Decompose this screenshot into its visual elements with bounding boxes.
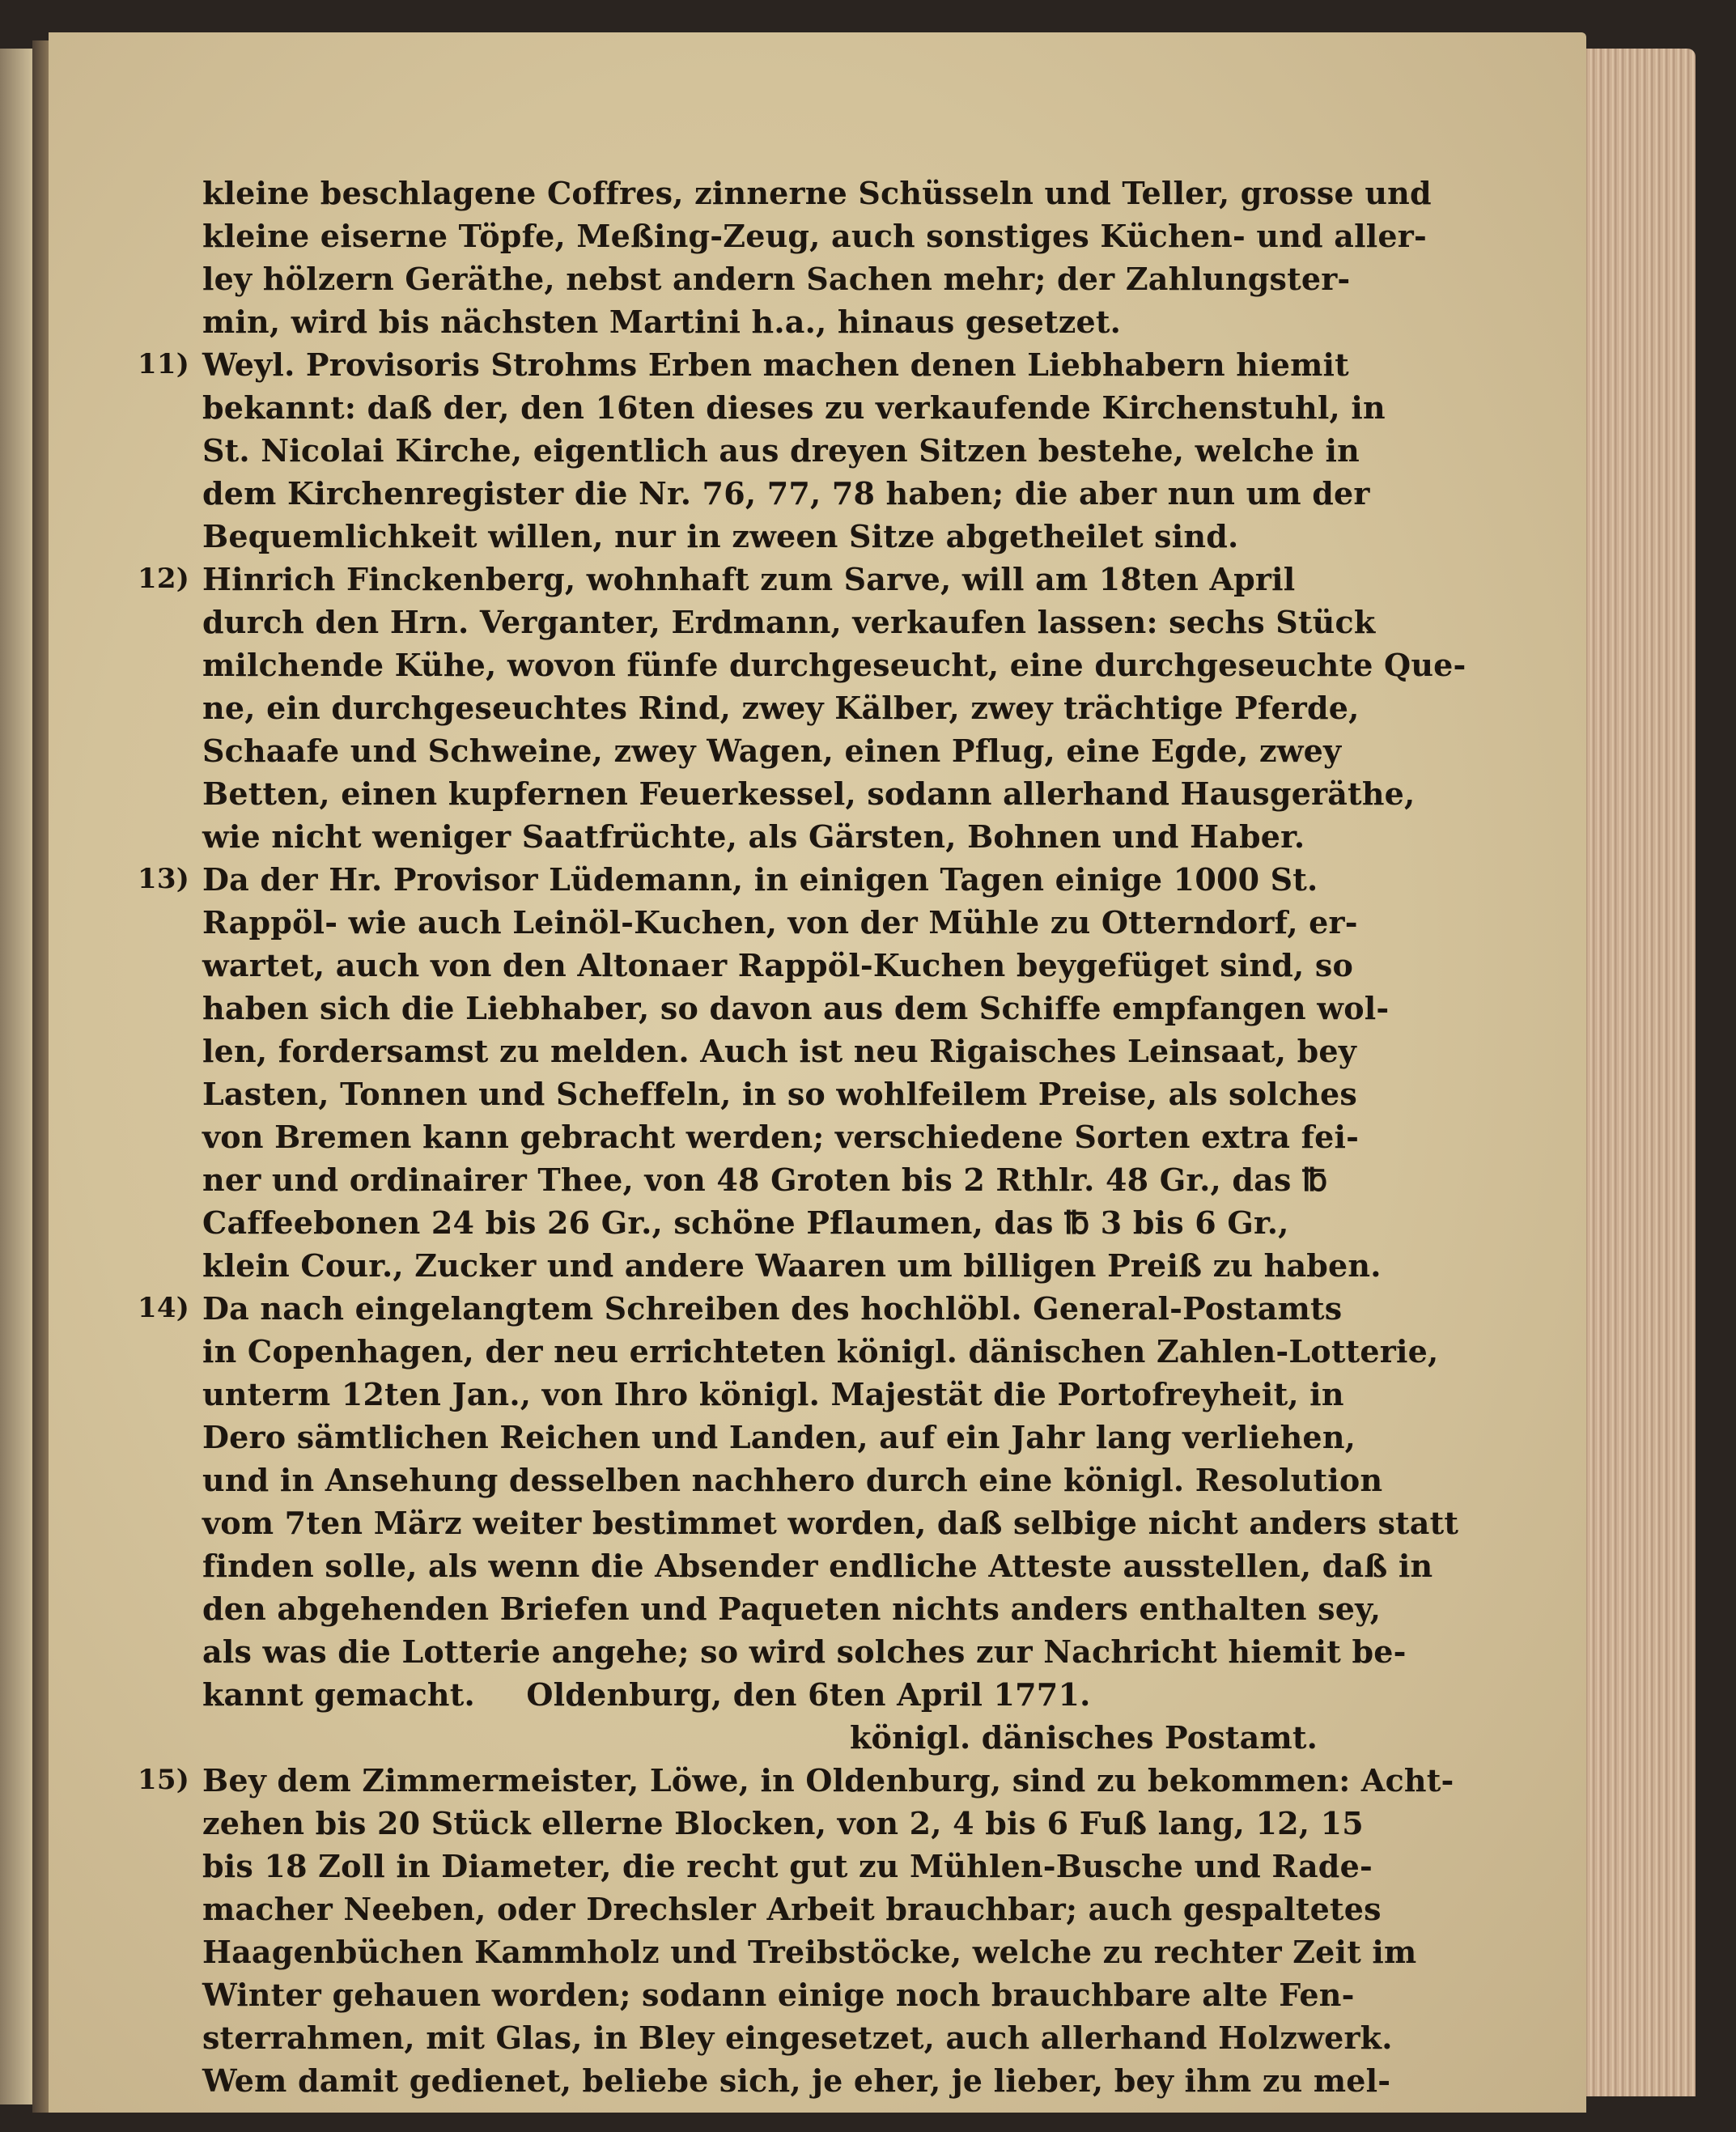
text-line: sterrahmen, mit Glas, in Bley eingesetzet, auch allerhand Holzwerk.	[202, 2019, 1393, 2056]
text-line: zehen bis 20 Stück ellerne Blocken, von 2, 4 bis 6 Fuß lang, 12, 15	[202, 1805, 1364, 1841]
entry-number: 12)	[138, 563, 190, 595]
text-line: ley hölzern Geräthe, nebst andern Sachen mehr; der Zahlungster-	[202, 261, 1351, 297]
text-line-content: Weyl. Provisoris Strohms Erben machen denen Liebhabern hiemit	[202, 346, 1349, 383]
text-line: Lasten, Tonnen und Scheffeln, in so wohlfeilem Preise, als solches	[202, 1076, 1357, 1112]
text-line-content: Da nach eingelangtem Schreiben des hochlöbl. General-Postamts	[202, 1290, 1343, 1327]
entry-continuation	[202, 172, 1432, 343]
entry-number: 13)	[138, 863, 190, 895]
text-line: bis 18 Zoll in Diameter, die recht gut zu Mühlen-Busche und Rade-	[202, 1848, 1373, 1884]
text-line: den abgehenden Briefen und Paqueten nichts anders enthalten sey,	[202, 1591, 1382, 1627]
text-line-content: Bey dem Zimmermeister, Löwe, in Oldenburg, sind zu bekommen: Acht-	[202, 1762, 1454, 1799]
text-line: unterm 12ten Jan., von Ihro königl. Majestät die Portofreyheit, in	[202, 1376, 1344, 1412]
entry-11	[138, 343, 1386, 558]
entry-number: 14)	[138, 1292, 190, 1324]
text-line: Dero sämtlichen Reichen und Landen, auf ein Jahr lang verliehen,	[202, 1419, 1356, 1455]
text-line: Bequemlichkeit willen, nur in zween Sitze abgetheilet sind.	[202, 518, 1239, 554]
text-line: wie nicht weniger Saatfrüchte, als Gärsten, Bohnen und Haber.	[202, 818, 1305, 855]
text-line: und in Ansehung desselben nachhero durch eine königl. Resolution	[202, 1462, 1383, 1498]
text-line: Caffeebonen 24 bis 26 Gr., schöne Pflaumen, das ℔ 3 bis 6 Gr.,	[202, 1204, 1289, 1241]
page-text	[138, 172, 1466, 2102]
text-line	[138, 343, 1376, 386]
text-line: finden solle, als wenn die Absender endliche Atteste ausstellen, daß in	[202, 1548, 1433, 1584]
page-stack-edges	[1574, 49, 1696, 2096]
text-line: als was die Lotterie angehe; so wird solches zur Nachricht hiemit be-	[202, 1633, 1407, 1670]
text-line: ner und ordinairer Thee, von 48 Groten bis 2 Rthlr. 48 Gr., das ℔	[202, 1162, 1328, 1198]
text-line: bekannt: daß der, den 16ten dieses zu verkaufende Kirchenstuhl, in	[202, 389, 1386, 426]
text-line: Wem damit gedienet, beliebe sich, je eher, je lieber, bey ihm zu mel-	[202, 2062, 1391, 2099]
text-line-content: Hinrich Finckenberg, wohnhaft zum Sarve, will am 18ten April	[202, 561, 1296, 597]
text-line	[138, 1759, 1454, 1802]
text-line: kleine beschlagene Coffres, zinnerne Schüsseln und Teller, grosse und	[202, 175, 1432, 211]
text-line: durch den Hrn. Verganter, Erdmann, verkaufen lassen: sechs Stück	[202, 604, 1376, 640]
entry-number: 11)	[138, 348, 190, 380]
dateline-text: kannt gemacht.	[202, 1676, 475, 1713]
text-line: milchende Kühe, wovon fünfe durchgeseucht, eine durchgeseuchte Que-	[202, 647, 1466, 683]
text-line: Haagenbüchen Kammholz und Treibstöcke, welche zu rechter Zeit im	[202, 1934, 1417, 1970]
text-line: vom 7ten März weiter bestimmet worden, daß selbige nicht anders statt	[202, 1505, 1459, 1541]
text-line: wartet, auch von den Altonaer Rappöl-Kuchen beygefüget sind, so	[202, 947, 1354, 983]
entry-12	[138, 558, 1466, 858]
text-line: klein Cour., Zucker und andere Waaren um billigen Preiß zu haben.	[202, 1247, 1382, 1284]
text-line	[138, 1287, 1376, 1330]
text-line	[138, 858, 1376, 901]
text-line-content: Da der Hr. Provisor Lüdemann, in einigen Tagen einige 1000 St.	[202, 861, 1318, 898]
entry-number: 15)	[138, 1764, 190, 1796]
text-line: Betten, einen kupfernen Feuerkessel, sodann allerhand Hausgeräthe,	[202, 775, 1416, 812]
text-line: St. Nicolai Kirche, eigentlich aus dreyen Sitzen bestehe, welche in	[202, 432, 1360, 469]
dateline	[202, 1673, 1376, 1716]
text-line: haben sich die Liebhaber, so davon aus dem Schiffe empfangen wol-	[202, 990, 1390, 1026]
text-line: ne, ein durchgeseuchtes Rind, zwey Kälber, zwey trächtige Pferde,	[202, 690, 1360, 726]
text-line	[138, 558, 1376, 601]
text-line: macher Neeben, oder Drechsler Arbeit brauchbar; auch gespaltetes	[202, 1891, 1382, 1927]
text-line: len, fordersamst zu melden. Auch ist neu Rigaisches Leinsaat, bey	[202, 1033, 1357, 1069]
signature: königl. dänisches Postamt.	[850, 1719, 1318, 1756]
text-line: Winter gehauen worden; sodann einige noch brauchbare alte Fen-	[202, 1977, 1355, 2013]
text-line: dem Kirchenregister die Nr. 76, 77, 78 haben; die aber nun um der	[202, 475, 1370, 512]
text-line: Schaafe und Schweine, zwey Wagen, einen Pflug, eine Egde, zwey	[202, 733, 1342, 769]
text-line: in Copenhagen, der neu errichteten königl. dänischen Zahlen-Lotterie,	[202, 1333, 1439, 1370]
dateline-place-date: Oldenburg, den 6ten April 1771.	[526, 1676, 1091, 1713]
entry-14	[138, 1287, 1459, 1759]
entry-15	[138, 1759, 1454, 2102]
text-line: kleine eiserne Töpfe, Meßing-Zeug, auch sonstiges Küchen- und aller-	[202, 218, 1427, 254]
text-line: min, wird bis nächsten Martini h.a., hinaus gesetzet.	[202, 304, 1122, 340]
text-line: Rappöl- wie auch Leinöl-Kuchen, von der Mühle zu Otterndorf, er-	[202, 904, 1358, 941]
text-line: von Bremen kann gebracht werden; verschiedene Sorten extra fei-	[202, 1119, 1360, 1155]
entry-13	[138, 858, 1390, 1287]
